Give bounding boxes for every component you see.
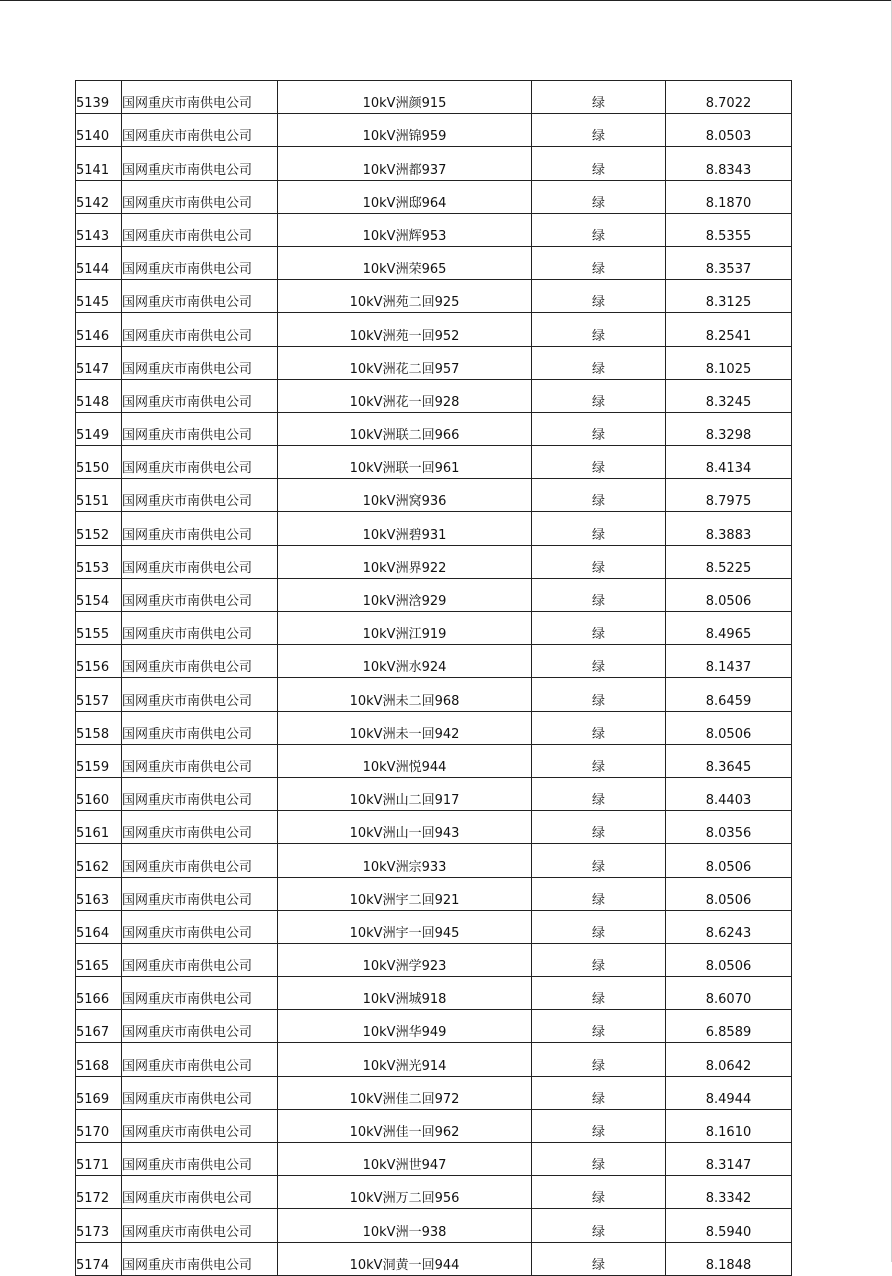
score-value: 8.5355 xyxy=(666,213,792,246)
status-color: 绿 xyxy=(532,379,666,412)
row-number: 5144 xyxy=(76,246,122,279)
line-name: 10kV洲辉953 xyxy=(278,213,532,246)
table-row xyxy=(76,81,792,114)
row-number: 5161 xyxy=(76,811,122,844)
score-value: 8.8343 xyxy=(666,147,792,180)
table-row xyxy=(76,213,792,246)
line-name: 10kV洲荣965 xyxy=(278,246,532,279)
company-name: 国网重庆市南供电公司 xyxy=(122,479,278,512)
score-value: 8.4134 xyxy=(666,446,792,479)
score-value: 8.2541 xyxy=(666,313,792,346)
row-number: 5151 xyxy=(76,479,122,512)
row-number: 5142 xyxy=(76,180,122,213)
table-row xyxy=(76,1143,792,1176)
line-name: 10kV洲万二回956 xyxy=(278,1176,532,1209)
company-name: 国网重庆市南供电公司 xyxy=(122,213,278,246)
table-row xyxy=(76,1242,792,1275)
company-name: 国网重庆市南供电公司 xyxy=(122,412,278,445)
table-row xyxy=(76,711,792,744)
status-color: 绿 xyxy=(532,412,666,445)
company-name: 国网重庆市南供电公司 xyxy=(122,844,278,877)
row-number: 5173 xyxy=(76,1209,122,1242)
score-value: 8.3147 xyxy=(666,1143,792,1176)
row-number: 5149 xyxy=(76,412,122,445)
row-number: 5170 xyxy=(76,1109,122,1142)
company-name: 国网重庆市南供电公司 xyxy=(122,280,278,313)
line-name: 10kV洲未二回968 xyxy=(278,678,532,711)
line-name: 10kV洲世947 xyxy=(278,1143,532,1176)
row-number: 5156 xyxy=(76,645,122,678)
line-name: 10kV洲江919 xyxy=(278,612,532,645)
status-color: 绿 xyxy=(532,446,666,479)
line-name: 10kV洲学923 xyxy=(278,943,532,976)
company-name: 国网重庆市南供电公司 xyxy=(122,744,278,777)
table-row xyxy=(76,1076,792,1109)
company-name: 国网重庆市南供电公司 xyxy=(122,1076,278,1109)
line-name: 10kV洲山一回943 xyxy=(278,811,532,844)
row-number: 5141 xyxy=(76,147,122,180)
status-color: 绿 xyxy=(532,877,666,910)
status-color: 绿 xyxy=(532,147,666,180)
score-value: 8.1610 xyxy=(666,1109,792,1142)
row-number: 5174 xyxy=(76,1242,122,1275)
row-number: 5147 xyxy=(76,346,122,379)
score-value: 6.8589 xyxy=(666,1010,792,1043)
line-name: 10kV洲一938 xyxy=(278,1209,532,1242)
status-color: 绿 xyxy=(532,246,666,279)
line-name: 10kV洲悦944 xyxy=(278,744,532,777)
table-row xyxy=(76,147,792,180)
table-row xyxy=(76,446,792,479)
table-row xyxy=(76,545,792,578)
row-number: 5172 xyxy=(76,1176,122,1209)
status-color: 绿 xyxy=(532,1209,666,1242)
score-value: 8.4965 xyxy=(666,612,792,645)
status-color: 绿 xyxy=(532,844,666,877)
line-name: 10kV洲山二回917 xyxy=(278,777,532,810)
company-name: 国网重庆市南供电公司 xyxy=(122,1143,278,1176)
line-name: 10kV洲光914 xyxy=(278,1043,532,1076)
status-color: 绿 xyxy=(532,711,666,744)
company-name: 国网重庆市南供电公司 xyxy=(122,711,278,744)
score-value: 8.0506 xyxy=(666,877,792,910)
score-value: 8.5225 xyxy=(666,545,792,578)
score-value: 8.1870 xyxy=(666,180,792,213)
line-name: 10kV洲邸964 xyxy=(278,180,532,213)
line-name: 10kV洲宗933 xyxy=(278,844,532,877)
score-value: 8.5940 xyxy=(666,1209,792,1242)
row-number: 5157 xyxy=(76,678,122,711)
table-row xyxy=(76,910,792,943)
row-number: 5167 xyxy=(76,1010,122,1043)
row-number: 5169 xyxy=(76,1076,122,1109)
row-number: 5160 xyxy=(76,777,122,810)
line-name: 10kV洲花二回957 xyxy=(278,346,532,379)
status-color: 绿 xyxy=(532,81,666,114)
line-name: 10kV洲花一回928 xyxy=(278,379,532,412)
row-number: 5163 xyxy=(76,877,122,910)
table-row xyxy=(76,777,792,810)
row-number: 5159 xyxy=(76,744,122,777)
table-row xyxy=(76,877,792,910)
row-number: 5154 xyxy=(76,578,122,611)
row-number: 5152 xyxy=(76,512,122,545)
company-name: 国网重庆市南供电公司 xyxy=(122,180,278,213)
line-name: 10kV洲宇二回921 xyxy=(278,877,532,910)
status-color: 绿 xyxy=(532,1043,666,1076)
row-number: 5140 xyxy=(76,114,122,147)
score-value: 8.0506 xyxy=(666,943,792,976)
line-name: 10kV洲界922 xyxy=(278,545,532,578)
company-name: 国网重庆市南供电公司 xyxy=(122,114,278,147)
row-number: 5155 xyxy=(76,612,122,645)
line-name: 10kV洲碧931 xyxy=(278,512,532,545)
row-number: 5146 xyxy=(76,313,122,346)
company-name: 国网重庆市南供电公司 xyxy=(122,777,278,810)
status-color: 绿 xyxy=(532,744,666,777)
company-name: 国网重庆市南供电公司 xyxy=(122,1043,278,1076)
score-value: 8.0503 xyxy=(666,114,792,147)
table-row xyxy=(76,943,792,976)
line-name: 10kV洲浛929 xyxy=(278,578,532,611)
row-number: 5150 xyxy=(76,446,122,479)
table-row xyxy=(76,1043,792,1076)
score-value: 8.4944 xyxy=(666,1076,792,1109)
company-name: 国网重庆市南供电公司 xyxy=(122,545,278,578)
data-table xyxy=(75,80,792,1276)
line-name: 10kV洲宇一回945 xyxy=(278,910,532,943)
line-name: 10kV洲联二回966 xyxy=(278,412,532,445)
row-number: 5164 xyxy=(76,910,122,943)
table-body xyxy=(76,81,792,1276)
company-name: 国网重庆市南供电公司 xyxy=(122,346,278,379)
score-value: 8.4403 xyxy=(666,777,792,810)
table-row xyxy=(76,512,792,545)
status-color: 绿 xyxy=(532,943,666,976)
table-row xyxy=(76,744,792,777)
company-name: 国网重庆市南供电公司 xyxy=(122,877,278,910)
table-row xyxy=(76,379,792,412)
status-color: 绿 xyxy=(532,1076,666,1109)
company-name: 国网重庆市南供电公司 xyxy=(122,645,278,678)
status-color: 绿 xyxy=(532,1242,666,1275)
status-color: 绿 xyxy=(532,114,666,147)
company-name: 国网重庆市南供电公司 xyxy=(122,313,278,346)
table-row xyxy=(76,280,792,313)
score-value: 8.1025 xyxy=(666,346,792,379)
line-name: 10kV洲颜915 xyxy=(278,81,532,114)
table-row xyxy=(76,1109,792,1142)
table-row xyxy=(76,1209,792,1242)
line-name: 10kV洲水924 xyxy=(278,645,532,678)
score-value: 8.3125 xyxy=(666,280,792,313)
line-name: 10kV洲苑二回925 xyxy=(278,280,532,313)
table-row xyxy=(76,1010,792,1043)
table-row xyxy=(76,479,792,512)
row-number: 5166 xyxy=(76,977,122,1010)
line-name: 10kV洲都937 xyxy=(278,147,532,180)
company-name: 国网重庆市南供电公司 xyxy=(122,1242,278,1275)
row-number: 5139 xyxy=(76,81,122,114)
table-row xyxy=(76,977,792,1010)
status-color: 绿 xyxy=(532,811,666,844)
line-name: 10kV洞黄一回944 xyxy=(278,1242,532,1275)
status-color: 绿 xyxy=(532,1176,666,1209)
company-name: 国网重庆市南供电公司 xyxy=(122,578,278,611)
status-color: 绿 xyxy=(532,1109,666,1142)
company-name: 国网重庆市南供电公司 xyxy=(122,147,278,180)
row-number: 5171 xyxy=(76,1143,122,1176)
status-color: 绿 xyxy=(532,479,666,512)
score-value: 8.3342 xyxy=(666,1176,792,1209)
table-row xyxy=(76,1176,792,1209)
line-name: 10kV洲未一回942 xyxy=(278,711,532,744)
score-value: 8.0356 xyxy=(666,811,792,844)
table-row xyxy=(76,645,792,678)
line-name: 10kV洲佳一回962 xyxy=(278,1109,532,1142)
row-number: 5165 xyxy=(76,943,122,976)
row-number: 5168 xyxy=(76,1043,122,1076)
table-row xyxy=(76,180,792,213)
score-value: 8.6459 xyxy=(666,678,792,711)
page-top-border xyxy=(0,0,892,1)
score-value: 8.0506 xyxy=(666,844,792,877)
status-color: 绿 xyxy=(532,977,666,1010)
row-number: 5145 xyxy=(76,280,122,313)
table-row xyxy=(76,678,792,711)
row-number: 5158 xyxy=(76,711,122,744)
status-color: 绿 xyxy=(532,280,666,313)
company-name: 国网重庆市南供电公司 xyxy=(122,446,278,479)
status-color: 绿 xyxy=(532,1010,666,1043)
status-color: 绿 xyxy=(532,213,666,246)
score-value: 8.7975 xyxy=(666,479,792,512)
line-name: 10kV洲城918 xyxy=(278,977,532,1010)
status-color: 绿 xyxy=(532,578,666,611)
line-name: 10kV洲华949 xyxy=(278,1010,532,1043)
status-color: 绿 xyxy=(532,777,666,810)
table-row xyxy=(76,844,792,877)
status-color: 绿 xyxy=(532,346,666,379)
score-value: 8.0506 xyxy=(666,578,792,611)
table-row xyxy=(76,412,792,445)
row-number: 5153 xyxy=(76,545,122,578)
status-color: 绿 xyxy=(532,313,666,346)
status-color: 绿 xyxy=(532,1143,666,1176)
row-number: 5148 xyxy=(76,379,122,412)
status-color: 绿 xyxy=(532,678,666,711)
score-value: 8.7022 xyxy=(666,81,792,114)
company-name: 国网重庆市南供电公司 xyxy=(122,379,278,412)
company-name: 国网重庆市南供电公司 xyxy=(122,910,278,943)
company-name: 国网重庆市南供电公司 xyxy=(122,678,278,711)
company-name: 国网重庆市南供电公司 xyxy=(122,943,278,976)
score-value: 8.3245 xyxy=(666,379,792,412)
score-value: 8.1437 xyxy=(666,645,792,678)
score-value: 8.0506 xyxy=(666,711,792,744)
company-name: 国网重庆市南供电公司 xyxy=(122,1109,278,1142)
score-value: 8.3645 xyxy=(666,744,792,777)
company-name: 国网重庆市南供电公司 xyxy=(122,1010,278,1043)
score-value: 8.3883 xyxy=(666,512,792,545)
status-color: 绿 xyxy=(532,645,666,678)
company-name: 国网重庆市南供电公司 xyxy=(122,81,278,114)
company-name: 国网重庆市南供电公司 xyxy=(122,512,278,545)
score-value: 8.3537 xyxy=(666,246,792,279)
table-row xyxy=(76,811,792,844)
company-name: 国网重庆市南供电公司 xyxy=(122,246,278,279)
score-value: 8.6070 xyxy=(666,977,792,1010)
status-color: 绿 xyxy=(532,545,666,578)
score-value: 8.1848 xyxy=(666,1242,792,1275)
company-name: 国网重庆市南供电公司 xyxy=(122,811,278,844)
company-name: 国网重庆市南供电公司 xyxy=(122,1176,278,1209)
line-name: 10kV洲佳二回972 xyxy=(278,1076,532,1109)
status-color: 绿 xyxy=(532,612,666,645)
score-value: 8.6243 xyxy=(666,910,792,943)
company-name: 国网重庆市南供电公司 xyxy=(122,977,278,1010)
table-row xyxy=(76,612,792,645)
score-value: 8.0642 xyxy=(666,1043,792,1076)
score-value: 8.3298 xyxy=(666,412,792,445)
line-name: 10kV洲联一回961 xyxy=(278,446,532,479)
status-color: 绿 xyxy=(532,910,666,943)
table-row xyxy=(76,346,792,379)
table-row xyxy=(76,114,792,147)
table-row xyxy=(76,313,792,346)
table-row xyxy=(76,246,792,279)
line-name: 10kV洲窝936 xyxy=(278,479,532,512)
status-color: 绿 xyxy=(532,180,666,213)
line-name: 10kV洲苑一回952 xyxy=(278,313,532,346)
row-number: 5143 xyxy=(76,213,122,246)
company-name: 国网重庆市南供电公司 xyxy=(122,612,278,645)
row-number: 5162 xyxy=(76,844,122,877)
line-name: 10kV洲锦959 xyxy=(278,114,532,147)
status-color: 绿 xyxy=(532,512,666,545)
company-name: 国网重庆市南供电公司 xyxy=(122,1209,278,1242)
table-row xyxy=(76,578,792,611)
